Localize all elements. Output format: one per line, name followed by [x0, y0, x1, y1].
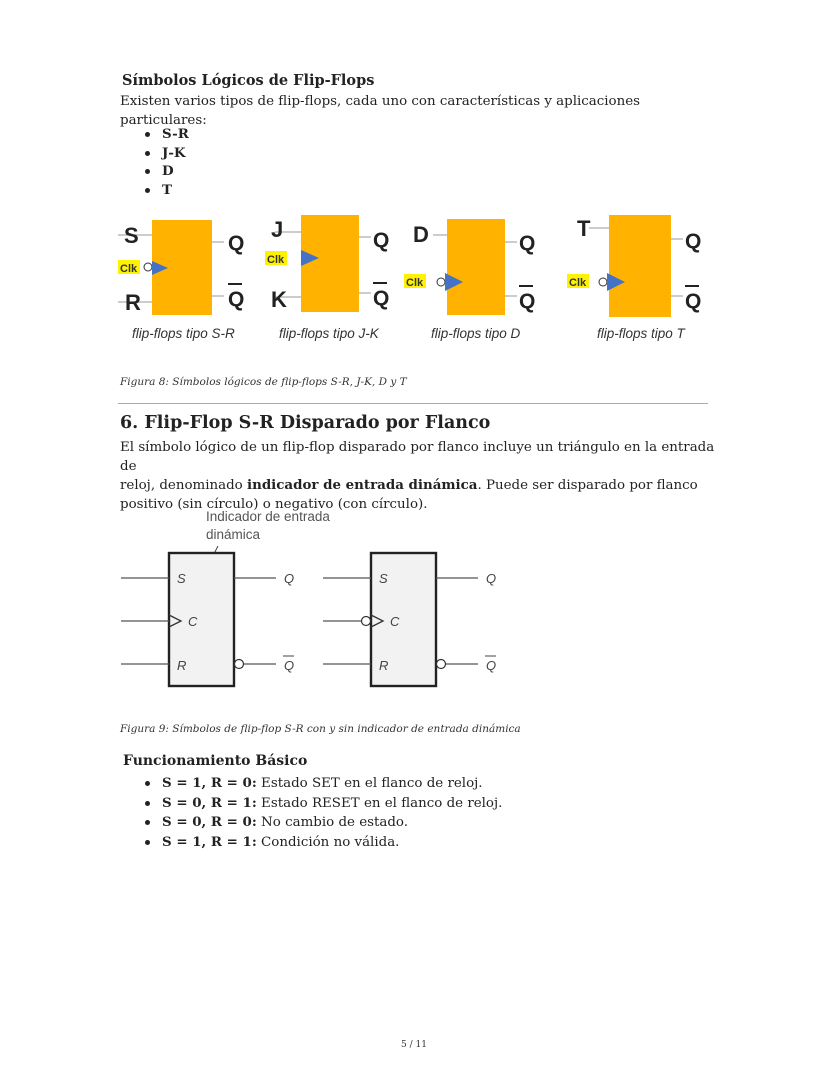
- list-item: [143, 794, 502, 814]
- clk-label: Clk: [406, 277, 424, 289]
- inverted-output-bubble: [235, 660, 244, 669]
- flipflop-body: [301, 215, 359, 312]
- list-item: J-K: [143, 144, 189, 163]
- input-label-bottom: R: [125, 290, 141, 315]
- flipflop-type-label: flip-flops tipo S-R: [132, 326, 235, 341]
- flipflop-type-label: flip-flops tipo T: [597, 326, 685, 341]
- basic-operation-title: Funcionamiento Básico: [123, 753, 308, 769]
- flipflop-d-symbol: [404, 219, 535, 341]
- list-item: [143, 813, 502, 833]
- condition: S = 0, R = 0:: [162, 814, 257, 830]
- output-q: Q: [228, 232, 245, 255]
- section-title-logic-symbols: Símbolos Lógicos de Flip-Flops: [122, 72, 375, 89]
- figure-8-caption: Figura 8: Símbolos lógicos de flip-flops S-R, J-K, D y T: [120, 376, 407, 388]
- input-s-label: S: [177, 571, 186, 586]
- condition: S = 0, R = 1:: [162, 794, 257, 811]
- para-line-3: positivo (sin círculo) o negativo (con círculo).: [120, 496, 428, 512]
- output-q-bar: Q: [373, 287, 390, 310]
- output-q: Q: [685, 230, 702, 253]
- input-r-label: R: [379, 658, 389, 673]
- flipflop-body: [609, 215, 671, 317]
- para-line-2-post: . Puede ser disparado por flanco: [477, 478, 698, 493]
- list-item: [143, 833, 502, 853]
- clk-label: Clk: [267, 254, 285, 266]
- condition: S = 1, R = 1:: [162, 833, 257, 850]
- flipflop-types-list: [143, 125, 189, 199]
- input-label-top: D: [413, 222, 429, 247]
- output-q-bar: Q: [228, 288, 245, 311]
- output-q: Q: [284, 571, 295, 586]
- para-line-1: El símbolo lógico de un flip-flop disparado por flanco incluye un triángulo en la entrada de: [120, 440, 715, 474]
- input-label-top: J: [271, 217, 284, 242]
- description: Estado SET en el flanco de reloj.: [256, 776, 483, 791]
- list-item: S-R: [143, 125, 189, 144]
- para-line-2-pre: reloj, denominado: [120, 478, 247, 493]
- annotation-line-1: Indicador de entrada: [206, 509, 330, 524]
- input-label-top: T: [577, 216, 591, 241]
- output-q-bar: Q: [519, 290, 536, 313]
- negation-circle: [437, 278, 445, 286]
- intro-paragraph: Existen varios tipos de flip-flops, cada uno con características y aplicaciones particulares:: [120, 94, 641, 128]
- sr-flipflop-without-bubble: [121, 553, 294, 686]
- flipflop-jk-symbol: [265, 215, 389, 341]
- input-r-label: R: [177, 658, 187, 673]
- flipflop-sr-symbol: [118, 220, 244, 341]
- list-item: D: [143, 162, 189, 181]
- input-s-label: S: [379, 571, 388, 586]
- flipflop-body: [447, 219, 505, 315]
- description: Estado RESET en el flanco de reloj.: [256, 795, 503, 811]
- clk-label: Clk: [569, 277, 587, 289]
- flipflop-t-symbol: [567, 215, 701, 341]
- condition: S = 1, R = 0:: [162, 775, 257, 791]
- input-label-bottom: K: [271, 287, 287, 312]
- sr-flipflop-with-bubble: [323, 553, 496, 686]
- figure-8-flipflop-symbols: [118, 210, 718, 350]
- input-c-label: C: [390, 614, 400, 629]
- annotation-line-2: dinámica: [206, 527, 261, 542]
- section-title-edge-triggered: 6. Flip-Flop S-R Disparado por Flanco: [120, 413, 491, 433]
- output-q-bar: Q: [685, 290, 702, 313]
- negation-circle: [144, 263, 152, 271]
- flipflop-type-label: flip-flops tipo D: [431, 326, 521, 341]
- para-bold-term: indicador de entrada dinámica: [247, 477, 478, 493]
- list-item: [143, 774, 502, 794]
- description: Condición no válida.: [256, 834, 400, 850]
- output-q: Q: [519, 232, 536, 255]
- list-item: T: [143, 181, 189, 200]
- section-divider: [118, 403, 708, 404]
- input-label-top: S: [124, 223, 139, 248]
- flipflop-type-label: flip-flops tipo J-K: [279, 326, 379, 341]
- negation-circle: [599, 278, 607, 286]
- operation-list: [143, 774, 502, 852]
- figure-9-sr-edge-symbols: [118, 500, 518, 700]
- input-c-label: C: [188, 614, 198, 629]
- output-q-bar: Q: [486, 658, 497, 673]
- output-q: Q: [373, 229, 390, 252]
- figure-9-caption: Figura 9: Símbolos de flip-flop S-R con y sin indicador de entrada dinámica: [120, 723, 521, 735]
- output-q-bar: Q: [284, 658, 295, 673]
- description: No cambio de estado.: [256, 815, 409, 830]
- negative-edge-bubble: [362, 617, 371, 626]
- page-number: 5 / 11: [401, 1040, 427, 1050]
- output-q: Q: [486, 571, 497, 586]
- clk-label: Clk: [120, 263, 138, 275]
- inverted-output-bubble: [437, 660, 446, 669]
